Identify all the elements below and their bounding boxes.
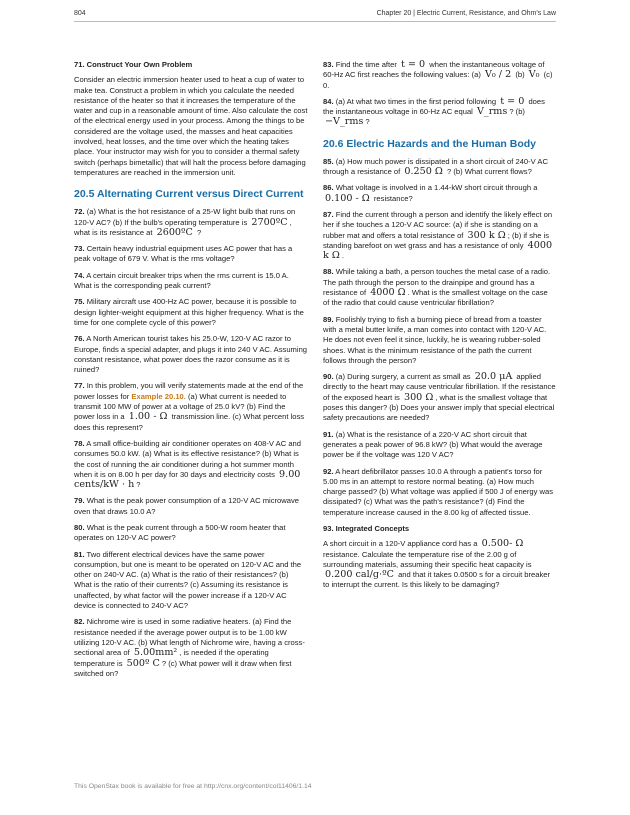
problem-82: 82. Nichrome wire is used in some radiative heaters. (a) Find the resistance needed if the average power output is to be 1.00 kW utilizing 120-V AC. (b) What length of Nichrome wire, having a cross-sectional area of 5.00mm² , is needed if the operating temperature is 500º C ? (c) What power will it draw when first switched on? xyxy=(74,617,305,678)
chapter-title: Chapter 20 | Electric Current, Resistance, and Ohm's Law xyxy=(376,10,556,17)
problem-74: 74. A certain circuit breaker trips when the rms current is 15.0 A. What is the corresponding peak current? xyxy=(74,270,289,291)
problem-93: A short circuit in a 120-V appliance cord has a 0.500- Ω resistance. Calculate the temperature rise of the 2.00 g of surrounding materials, assuming their specific heat capacity is 0.200 cal/g·ºC and that it takes 0.0500 s for a circuit breaker to interrupt the current. Is this likely to be damaging? xyxy=(323,538,551,590)
problem-88: 88. While taking a bath, a person touches the metal case of a radio. The path through the person to the drainpipe and ground has a resistance of 4000 Ω . What is the smallest voltage on the case of the radio that could cause ventricular fibrillation? xyxy=(323,267,551,308)
problem-93-title: 93. Integrated Concepts xyxy=(323,523,410,533)
problem-71: Consider an electric immersion heater used to heat a cup of water to make tea. Construct a problem in which you calculate the needed resistance of the heater so that it increases the temperature of the water and cup in a reasonable amount of time. Also calculate the cost of the electrical energy used in your process. Among the things to be considered are the voltage used, the masses and heat capacities involved, heat losses, and the time over which the heating takes place. Your instructor may wish for you to consider a thermal safety switch (perhaps bimetallic) that will halt the process before damaging temperatures are reached in the immersion unit. xyxy=(74,75,308,177)
problem-76: 76. A North American tourist takes his 25.0-W, 120-V AC razor to Europe, finds a special adapter, and plugs it into 240 V AC. Assuming constant resistance, what power does the razor consume as it is ruined? xyxy=(74,334,308,375)
problem-90: 90. (a) During surgery, a current as small as 20.0 μA applied directly to the heart may cause ventricular fibrillation. If the resistance of the exposed heart is 300 Ω , what is the smallest voltage that poses this danger? (b) Does your answer imply that special electrical safety precautions are needed? xyxy=(323,371,556,423)
problem-84: 84. (a) At what two times in the first period following t = 0 does the instantaneous voltage in 60-Hz AC equal V_rms ? (b) −V_rms ? xyxy=(323,95,545,128)
problem-80: 80. What is the peak current through a 500-W room heater that operates on 120-V AC power? xyxy=(74,522,286,543)
problem-91: 91. (a) What is the resistance of a 220-V AC short circuit that generates a peak power of 96.8 kW? (b) What would the average power be if the voltage was 120 V AC? xyxy=(323,429,543,460)
problem-73: 73. Certain heavy industrial equipment uses AC power that has a peak voltage of 679 V. What is the rms voltage? xyxy=(74,244,293,264)
problem-87: 87. Find the current through a person and identify the likely effect on her if she touches a 120-V AC source: (a) if she is standing on a rubber mat and offers a total resistance of 300 k Ω ; (b) if she is standing barefoot on wet grass and has a resistance of only 4000 k Ω . xyxy=(323,209,553,262)
problem-75: 75. Military aircraft use 400-Hz AC power, because it is possible to design lighter-weight equipment at this higher frequency. What is the time for one complete cycle of this power? xyxy=(74,297,304,327)
problem-72: 72. (a) What is the hot resistance of a 25-W light bulb that runs on 120-V AC? (b) If the bulb's operating temperature is 2700ºC , what is its resistance at 2600ºC ? xyxy=(74,207,296,238)
problem-86: 86. What voltage is involved in a 1.44-kW short circuit through a 0.100 - Ω resistance? xyxy=(323,183,538,204)
section-heading-20-6: 20.6 Electric Hazards and the Human Body xyxy=(323,137,536,150)
problem-85: 85. (a) How much power is dissipated in a short circuit of 240-V AC through a resistance of 0.250 Ω ? (b) What current flows? xyxy=(323,156,548,178)
example-link[interactable]: Example 20.10 xyxy=(131,391,184,401)
footer-note: This OpenStax book is available for free at http://cnx.org/content/col11406/1.14 xyxy=(74,783,312,790)
problem-78: 78. A small office-building air conditioner operates on 408-V AC and consumes 50.0 kW. (a) What is its effective resistance? (b) What is the cost of running the air conditioner during a hot summer month when it is on 8.00 h per day for 30 days and electricity costs 9.00 cents/kW · h ? xyxy=(74,438,301,491)
problem-92: 92. A heart defibrillator passes 10.0 A through a patient's torso for 5.00 ms in an attempt to restore normal beating. (a) How much charge passed? (b) What voltage was applied if 500 J of energy was dissipated? (c) What was the path's resistance? (d) Find the temperature increase caused in the 8.00 kg of affected tissue. xyxy=(323,466,554,517)
problem-77: 77. In this problem, you will verify statements made at the end of the power losses for Example 20.10. (a) What current is needed to transmit 100 MW of power at a voltage of 25.0 kV? (b) Find the power loss in a 1.00 - Ω transmission line. (c) What percent loss does this represent? xyxy=(74,381,305,432)
page-number: 804 xyxy=(74,10,86,17)
header-rule xyxy=(74,21,556,22)
problem-79: 79. What is the peak power consumption of a 120-V AC microwave oven that draws 10.0 A? xyxy=(74,496,299,516)
section-heading-20-5: 20.5 Alternating Current versus Direct Current xyxy=(74,188,304,201)
problem-71-title: 71. Construct Your Own Problem xyxy=(74,60,193,69)
left-column xyxy=(74,60,308,685)
problem-83: 83. Find the time after t = 0 when the instantaneous voltage of 60-Hz AC first reaches the following values: (a) V₀ / 2 (b) V₀ (c) 0. xyxy=(323,59,553,90)
problem-89: 89. Foolishly trying to fish a burning piece of bread from a toaster with a metal butter knife, a man comes into contact with 120-V AC. He does not even feel it since, luckily, he is wearing rubber-soled shoes. What is the minimum resistance of the path the current follows through the person? xyxy=(323,314,547,365)
right-column xyxy=(323,60,556,597)
problem-81: 81. Two different electrical devices have the same power consumption, but one is meant to be operated on 120-V AC and the other on 240-V AC. (a) What is the ratio of their resistances? (b) What is the ratio of their currents? (c) Assuming its resistance is unaffected, by what factor will the power increase if a 120-V AC device is connected to 240-V AC? xyxy=(74,549,302,611)
